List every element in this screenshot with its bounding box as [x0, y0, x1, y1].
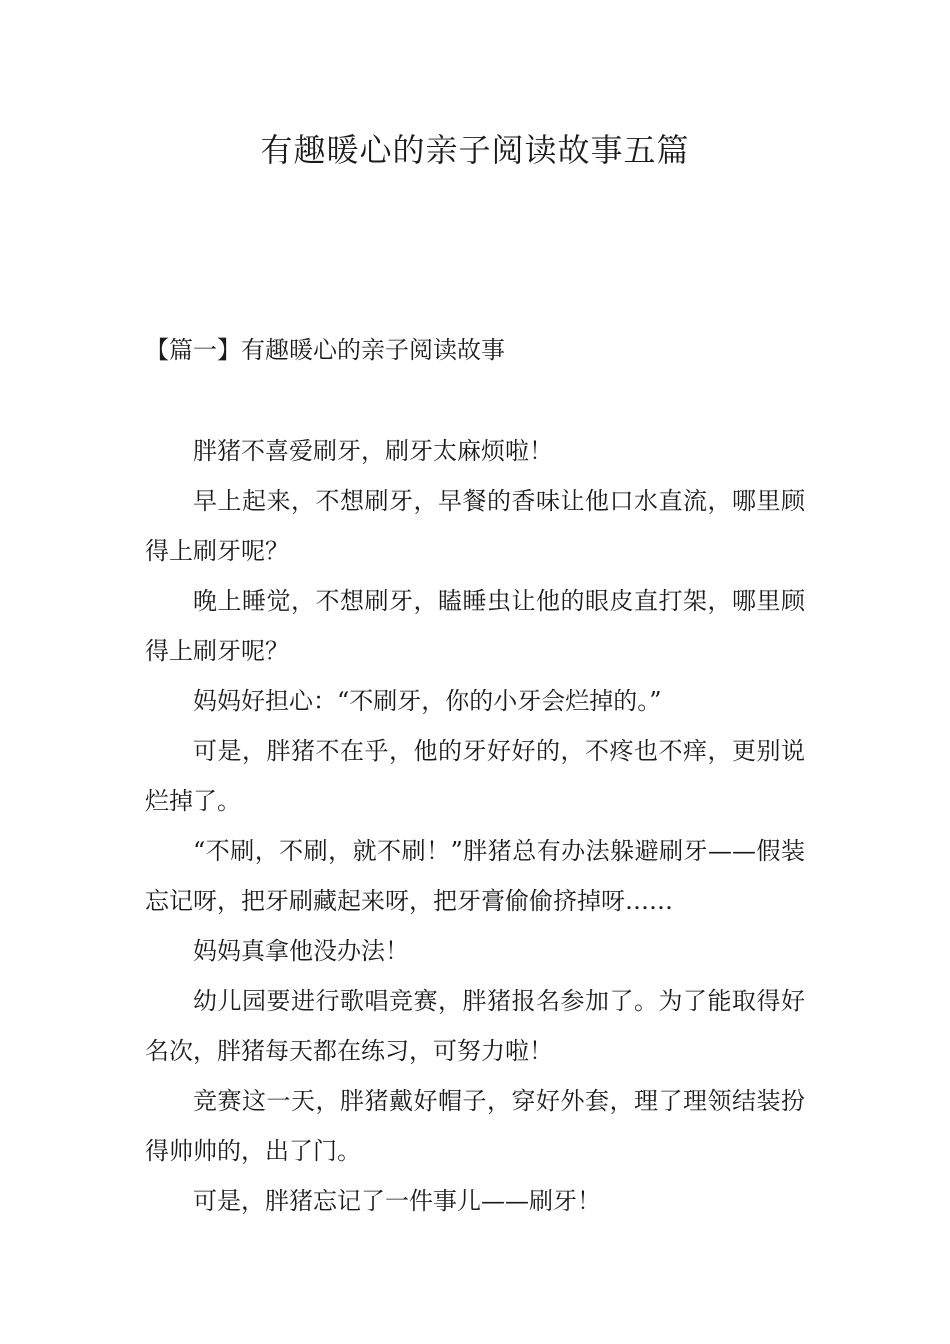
- paragraph: 幼儿园要进行歌唱竞赛，胖猪报名参加了。为了能取得好名次，胖猪每天都在练习，可努力啦！: [145, 987, 805, 1065]
- paragraph: 早上起来，不想刷牙，早餐的香味让他口水直流，哪里顾得上刷牙呢？: [145, 487, 805, 565]
- paragraph: 晚上睡觉，不想刷牙，瞌睡虫让他的眼皮直打架，哪里顾得上刷牙呢？: [145, 587, 805, 665]
- paragraph: 妈妈好担心：“不刷牙，你的小牙会烂掉的。”: [193, 687, 662, 715]
- paragraph: 可是，胖猪忘记了一件事儿——刷牙！: [193, 1187, 601, 1215]
- story-body: [145, 426, 805, 1226]
- section-heading: 【篇一】有趣暖心的亲子阅读故事: [145, 336, 505, 364]
- paragraph: 竞赛这一天，胖猪戴好帽子，穿好外套，理了理领结装扮得帅帅的，出了门。: [145, 1087, 805, 1165]
- paragraph: 胖猪不喜爱刷牙，刷牙太麻烦啦！: [193, 437, 553, 465]
- document-title: 有趣暖心的亲子阅读故事五篇: [260, 131, 690, 169]
- paragraph: 可是，胖猪不在乎，他的牙好好的，不疼也不痒，更别说烂掉了。: [145, 737, 805, 815]
- paragraph: 妈妈真拿他没办法！: [193, 937, 409, 965]
- paragraph: “不刷，不刷，就不刷！”胖猪总有办法躲避刷牙——假装忘记呀，把牙刷藏起来呀，把牙膏偷偷挤掉呀……: [145, 837, 805, 915]
